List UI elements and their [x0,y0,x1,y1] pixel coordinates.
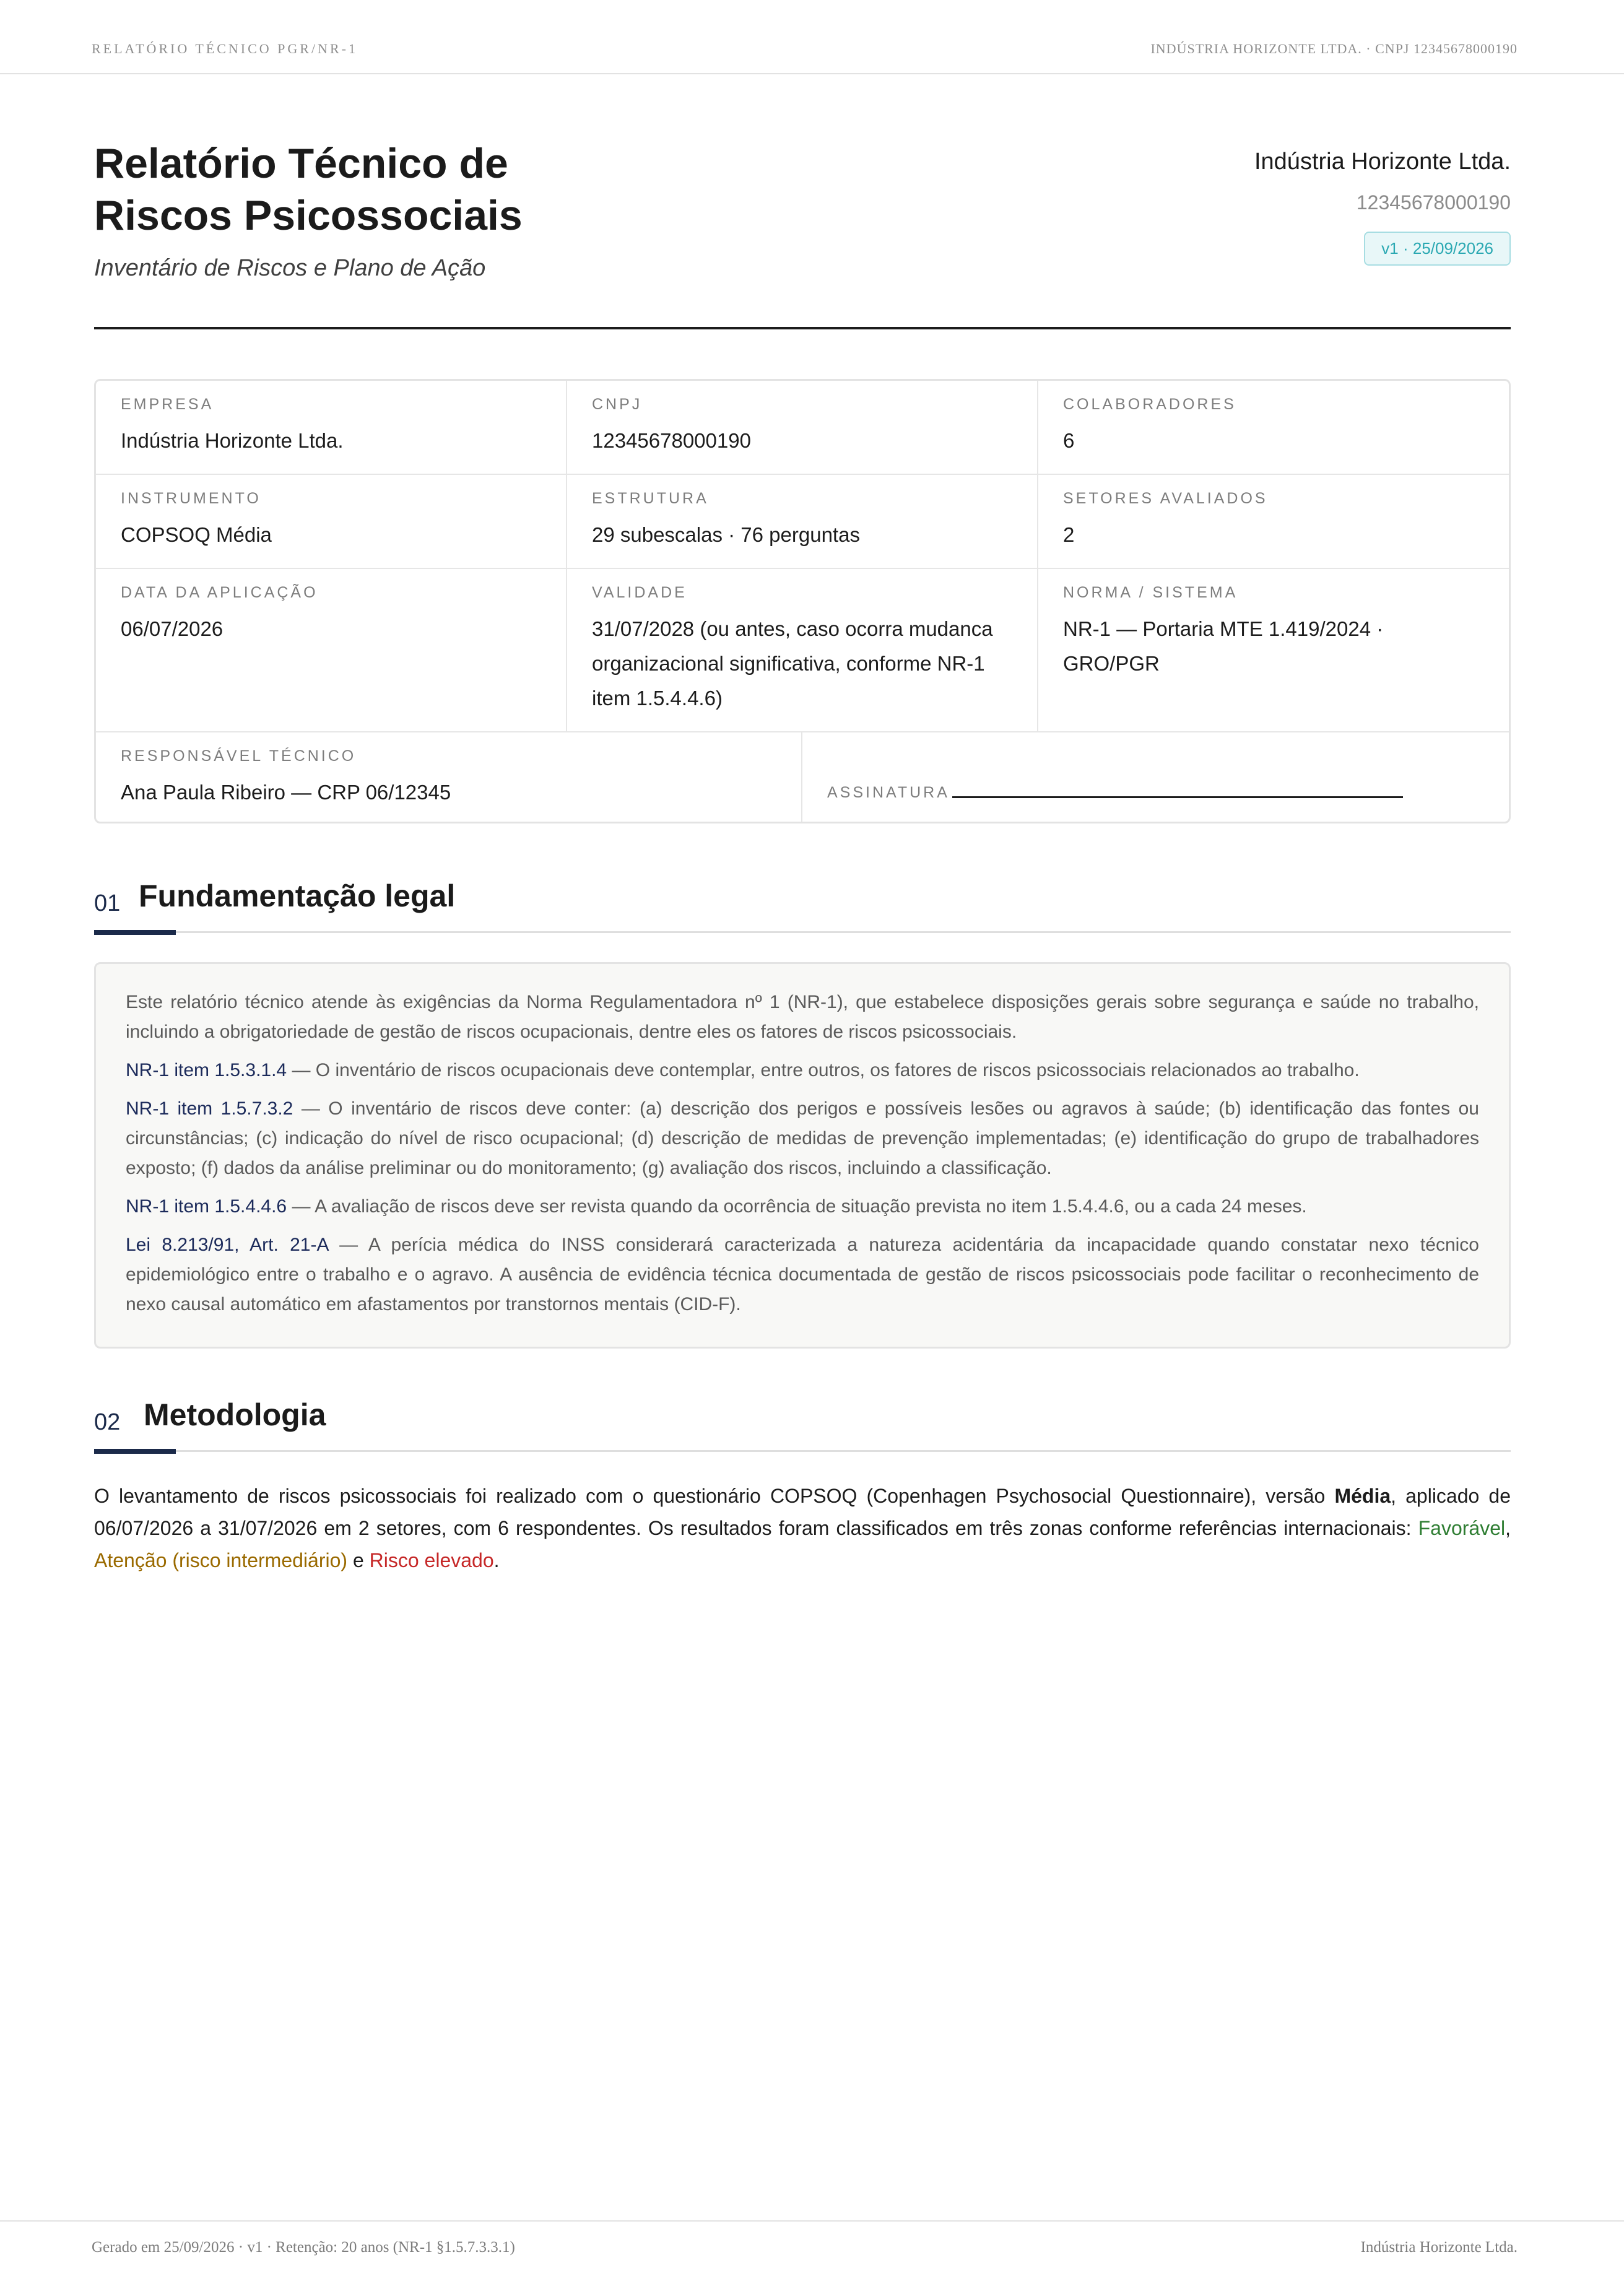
page-title-line1: Relatório Técnico de [94,140,508,187]
running-header-company: INDÚSTRIA HORIZONTE LTDA. · CNPJ 12345678000190 [1150,41,1518,56]
info-cell-setores [1038,475,1509,568]
info-cell-instrumento [96,475,567,568]
title-block [94,137,1511,282]
legal-ref: NR-1 item 1.5.7.3.2 [126,1098,293,1119]
footer-generated-info: Gerado em 25/09/2026 · v1 · Retenção: 20 anos (NR-1 §1.5.7.3.3.1) [92,2239,515,2256]
methodology-end: . [493,1549,500,1571]
page-title [94,137,651,241]
info-label: DATA DA APLICAÇÃO [121,584,318,601]
info-cell-estrutura [567,475,1038,568]
signature-label: ASSINATURA [827,784,950,801]
zone-favoravel: Favorável [1418,1517,1506,1539]
section-heading-metodologia [94,1384,1511,1456]
info-value: 2 [1063,523,1075,546]
methodology-version: Média [1334,1485,1391,1507]
info-value: Indústria Horizonte Ltda. [121,429,344,452]
info-row [96,475,1509,569]
info-label: VALIDADE [592,584,687,601]
legal-item [126,1094,1479,1183]
info-row [96,732,1509,822]
info-row [96,381,1509,475]
methodology-text: , aplicado de 06/07/2026 a 31/07/2026 em 2 setores, com 6 respondentes. Os resultados foram classificados em três zonas conforme referências internacionais: [94,1485,1511,1539]
legal-text: — O inventário de riscos deve conter: (a) descrição dos perigos e possíveis lesões ou agravos à saúde; (b) identificação das fontes ou circunstâncias; (c) indicação do nível de risco ocupacional; (d) descrição de medidas de prevenção implementadas; (e) identificação do grupo de trabalhadores exposto; (f) dados da análise preliminar ou do monitoramento; (g) avaliação dos riscos, incluindo a classificação. [126,1098,1479,1178]
company-cnpj: 12345678000190 [1356,191,1511,214]
info-cell-empresa [96,381,567,474]
info-label: COLABORADORES [1063,396,1236,413]
footer-company: Indústria Horizonte Ltda. [1360,2239,1518,2256]
info-cell-data-aplicacao [96,569,567,731]
info-value: 29 subescalas · 76 perguntas [592,523,860,546]
info-row [96,569,1509,732]
running-header-title: RELATÓRIO TÉCNICO PGR/NR-1 [92,41,358,56]
info-label: EMPRESA [121,396,214,413]
info-label: RESPONSÁVEL TÉCNICO [121,747,357,765]
section-number: 01 [94,890,121,916]
section-rule [94,931,1511,933]
info-value: 12345678000190 [592,429,751,452]
section-accent-bar [94,930,176,935]
section-number: 02 [94,1409,121,1435]
info-cell-responsavel [96,732,802,822]
legal-text: — A avaliação de riscos deve ser revista quando da ocorrência de situação prevista no item 1.5.4.4.6, ou a cada 24 meses. [287,1196,1307,1217]
methodology-paragraph [94,1480,1511,1576]
signature-line [952,796,1403,798]
page-title-line2: Riscos Psicossociais [94,192,523,239]
zone-risco-elevado: Risco elevado [369,1549,494,1571]
info-cell-validade [567,569,1038,731]
info-cell-norma [1038,569,1509,731]
legal-intro: Este relatório técnico atende às exigências da Norma Regulamentadora nº 1 (NR-1), que estabelece disposições gerais sobre segurança e saúde no trabalho, incluindo a obrigatoriedade de gestão de riscos ocupacionais, dentre eles os fatores de riscos psicossociais. [126,992,1479,1042]
info-cell-colaboradores [1038,381,1509,474]
methodology-text: O levantamento de riscos psicossociais foi realizado com o questionário COPSOQ (Copenhagen Psychosocial Questionnaire), versão [94,1485,1335,1507]
company-name: Indústria Horizonte Ltda. [1254,149,1511,175]
legal-basis-box [94,962,1511,1349]
legal-ref: NR-1 item 1.5.3.1.4 [126,1060,287,1080]
version-badge: v1 · 25/09/2026 [1364,232,1511,266]
info-cell-cnpj [567,381,1038,474]
info-value: Ana Paula Ribeiro — CRP 06/12345 [121,781,451,804]
running-footer [0,2220,1624,2294]
section-title: Metodologia [144,1397,326,1432]
info-value: 31/07/2028 (ou antes, caso ocorra mudanca organizacional significativa, conforme NR-1 item 1.5.4.4.6) [592,617,993,710]
section-rule [94,1450,1511,1452]
legal-ref: Lei 8.213/91, Art. 21-A [126,1235,328,1255]
page-subtitle: Inventário de Riscos e Plano de Ação [94,255,486,281]
info-value: 06/07/2026 [121,617,224,640]
legal-item [126,1230,1479,1319]
info-value: NR-1 — Portaria MTE 1.419/2024 · GRO/PGR [1063,617,1384,675]
info-table [94,379,1511,823]
legal-item [126,1056,1479,1085]
methodology-separator: e [347,1549,370,1571]
methodology-separator: , [1505,1517,1511,1539]
section-heading-fundamentacao [94,866,1511,937]
info-cell-assinatura [802,732,1509,822]
running-header [0,0,1624,74]
info-label: ESTRUTURA [592,490,709,507]
title-divider [94,327,1511,329]
legal-ref: NR-1 item 1.5.4.4.6 [126,1196,287,1217]
section-title: Fundamentação legal [139,879,456,913]
legal-item [126,1192,1479,1222]
info-value: COPSOQ Média [121,523,272,546]
info-label: NORMA / SISTEMA [1063,584,1238,601]
info-label: SETORES AVALIADOS [1063,490,1268,507]
info-label: INSTRUMENTO [121,490,261,507]
info-value: 6 [1063,429,1075,452]
company-block [1254,149,1511,266]
legal-text: — A perícia médica do INSS considerará caracterizada a natureza acidentária da incapacidade quando constatar nexo técnico epidemiológico entre o trabalho e o agravo. A ausência de evidência técnica documentada de gestão de riscos psicossociais pode facilitar o reconhecimento de nexo causal automático em afastamentos por transtornos mentais (CID-F). [126,1235,1479,1314]
legal-text: — O inventário de riscos ocupacionais deve contemplar, entre outros, os fatores de riscos psicossociais relacionados ao trabalho. [287,1060,1360,1080]
info-label: CNPJ [592,396,643,413]
section-accent-bar [94,1449,176,1454]
zone-atencao: Atenção (risco intermediário) [94,1549,348,1571]
